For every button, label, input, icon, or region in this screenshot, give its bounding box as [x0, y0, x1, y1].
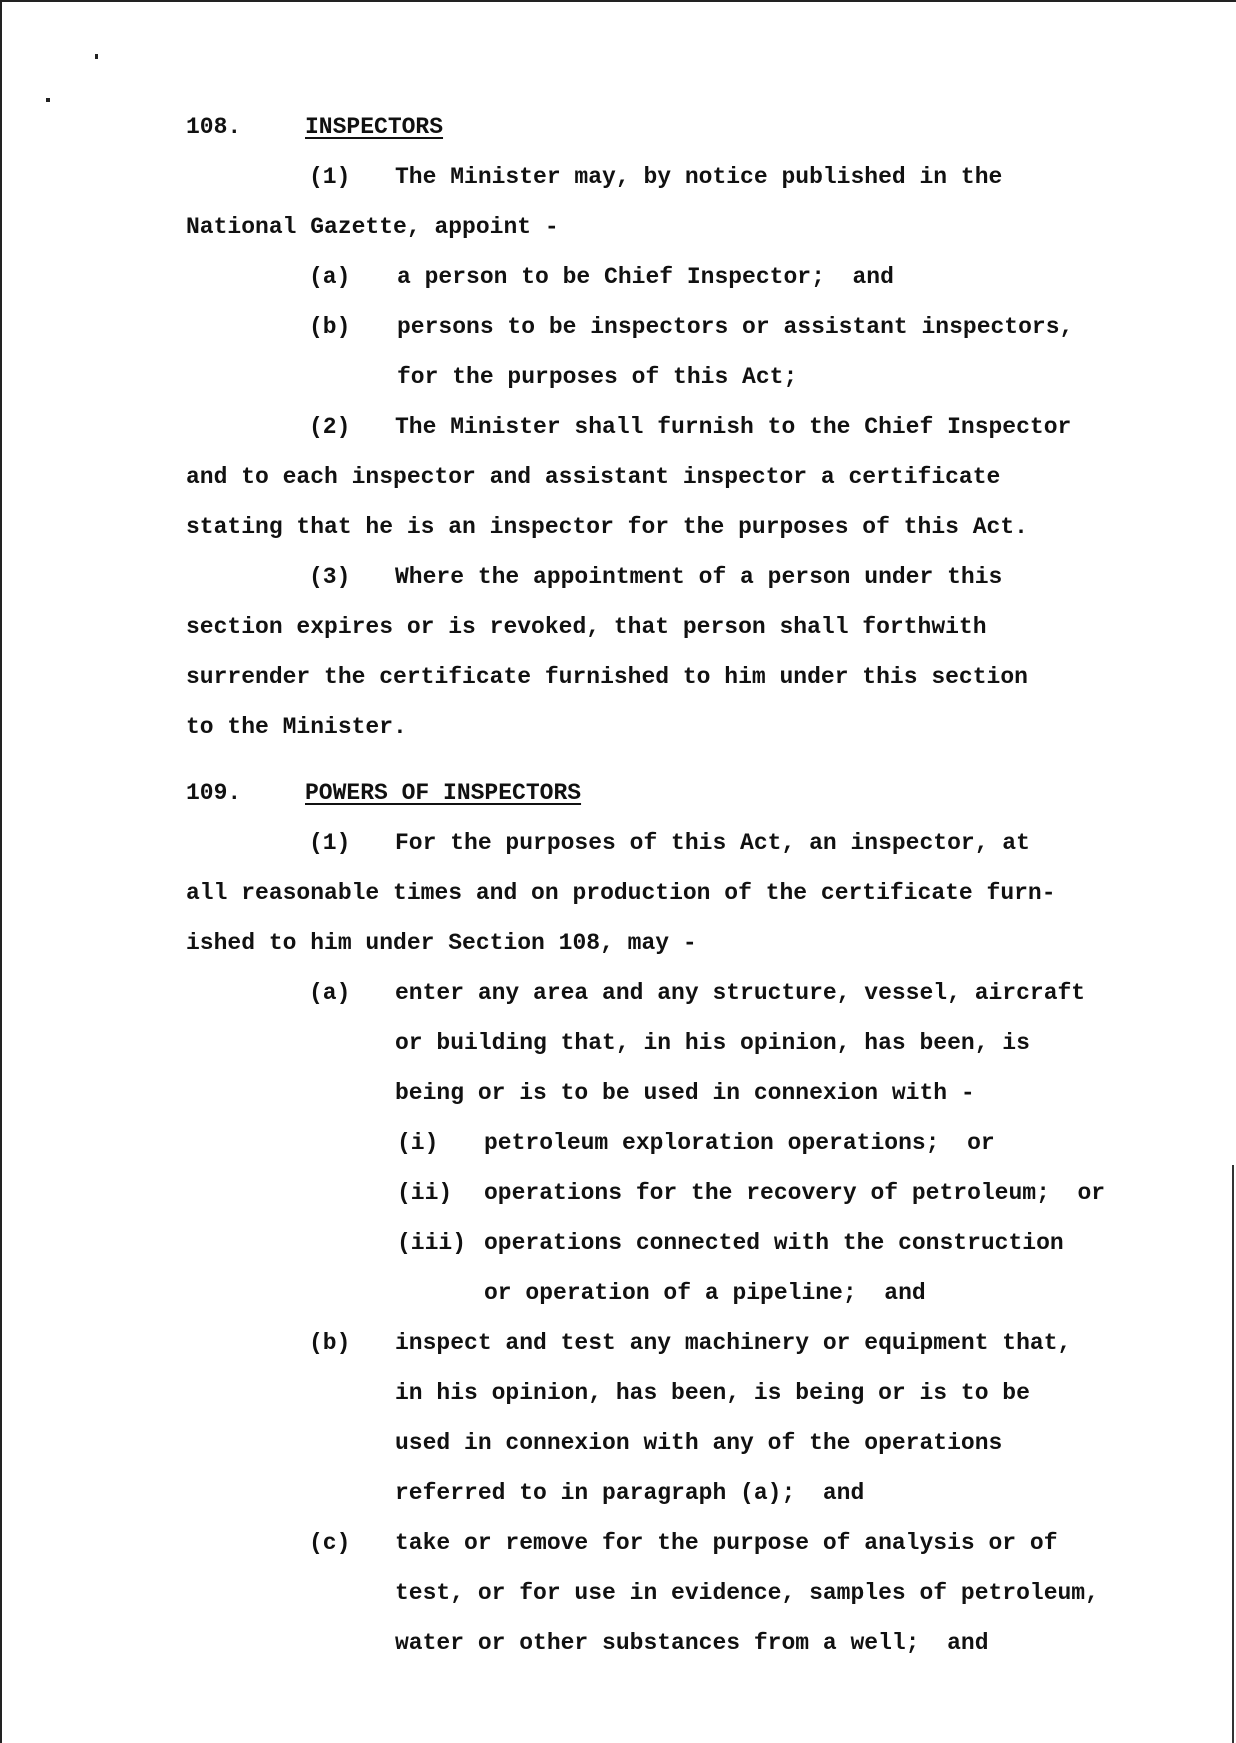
subsection-number: (3)	[309, 564, 351, 590]
paragraph-line: surrender the certificate furnished to him under this section	[186, 664, 1028, 690]
paragraph-line: or operation of a pipeline; and	[484, 1280, 926, 1306]
paragraph-line: all reasonable times and on production of the certificate furn-	[186, 880, 1056, 906]
subitem-label: (iii)	[397, 1230, 467, 1256]
paragraph-line: section expires or is revoked, that person shall forthwith	[186, 614, 987, 640]
paragraph-line: stating that he is an inspector for the purposes of this Act.	[186, 514, 1028, 540]
scan-speck	[46, 98, 50, 102]
paragraph-line: referred to in paragraph (a); and	[395, 1480, 865, 1506]
paragraph-line: test, or for use in evidence, samples of petroleum,	[395, 1580, 1099, 1606]
section-heading: INSPECTORS	[305, 114, 444, 140]
paragraph-line: ished to him under Section 108, may -	[186, 930, 697, 956]
paragraph-line: inspect and test any machinery or equipment that,	[395, 1330, 1072, 1356]
paragraph-line: water or other substances from a well; and	[395, 1630, 989, 1656]
paragraph-line: The Minister may, by notice published in the	[395, 164, 1003, 190]
paragraph-line: The Minister shall furnish to the Chief Inspector	[395, 414, 1072, 440]
paragraph-line: petroleum exploration operations; or	[484, 1130, 995, 1156]
paragraph-line: take or remove for the purpose of analysis or of	[395, 1530, 1058, 1556]
subsection-number: (1)	[309, 164, 351, 190]
paragraph-line: used in connexion with any of the operations	[395, 1430, 1003, 1456]
item-label: (c)	[309, 1530, 351, 1556]
paragraph-line: in his opinion, has been, is being or is to be	[395, 1380, 1030, 1406]
paragraph-line: for the purposes of this Act;	[397, 364, 798, 390]
paragraph-line: enter any area and any structure, vessel, aircraft	[395, 980, 1086, 1006]
paragraph-line: operations for the recovery of petroleum; or	[484, 1180, 1106, 1206]
item-label: (b)	[309, 314, 351, 340]
paragraph-line: National Gazette, appoint -	[186, 214, 559, 240]
subsection-number: (2)	[309, 414, 351, 440]
scan-edge-top	[0, 0, 1236, 2]
paragraph-line: to the Minister.	[186, 714, 407, 740]
scan-edge-left	[0, 0, 2, 1743]
section-heading: POWERS OF INSPECTORS	[305, 780, 582, 806]
paragraph-line: Where the appointment of a person under this	[395, 564, 1003, 590]
paragraph-line: being or is to be used in connexion with -	[395, 1080, 975, 1106]
subsection-number: (1)	[309, 830, 351, 856]
paragraph-line: operations connected with the construction	[484, 1230, 1064, 1256]
section-number: 108.	[186, 114, 242, 140]
subitem-label: (i)	[397, 1130, 439, 1156]
scan-speck	[95, 54, 98, 59]
item-label: (a)	[309, 264, 351, 290]
paragraph-line: For the purposes of this Act, an inspector, at	[395, 830, 1030, 856]
paragraph-line: or building that, in his opinion, has been, is	[395, 1030, 1030, 1056]
item-label: (a)	[309, 980, 351, 1006]
subitem-label: (ii)	[397, 1180, 453, 1206]
paragraph-line: and to each inspector and assistant inspector a certificate	[186, 464, 1001, 490]
paragraph-line: persons to be inspectors or assistant inspectors,	[397, 314, 1074, 340]
scan-edge-right	[1232, 1165, 1234, 1743]
item-label: (b)	[309, 1330, 351, 1356]
section-number: 109.	[186, 780, 242, 806]
paragraph-line: a person to be Chief Inspector; and	[397, 264, 894, 290]
